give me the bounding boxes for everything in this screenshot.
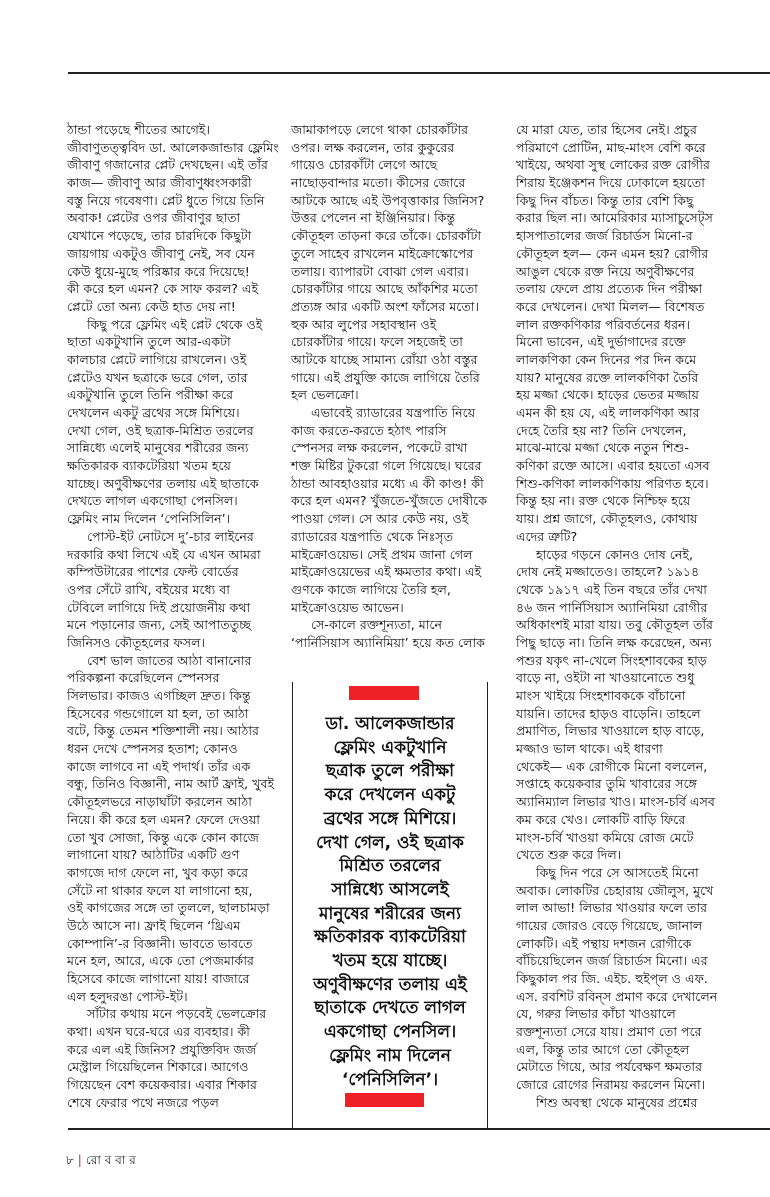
article-text-line: ওই কাগজের সঙ্গে তা তুললে, ছালচামড়া — [67, 900, 270, 916]
article-text-line: হাসপাতালের জর্জ রিচার্ডস মিনো-র — [516, 228, 693, 244]
article-text-line: চোরকাঁটার গায়ে আছে আঁকশির মতো — [291, 281, 478, 297]
article-text-line: সে-কালে রক্তশূন্যতা, মানে — [311, 617, 442, 633]
pull-quote-line: মিশ্রিত তরলের — [339, 856, 441, 877]
article-text-line: ওপর সেঁটে রাখি, বইয়ের মধ্যে বা — [67, 581, 230, 597]
article-text-line: আটকে আছে এই উপবৃত্তাকার জিনিস? — [291, 192, 485, 208]
article-text-line: কাজ— জীবাণু আর জীবাণুধ্বংসকারী — [67, 175, 252, 191]
article-text-line: জামাকাপড়ে লেগে থাকা চোরকাঁটার — [291, 122, 469, 137]
article-text-line: এল হলুদরঙা পোস্ট-ইট। — [67, 988, 188, 1004]
article-text-line: কাগজে দাগ ফেলে না, খুব কড়া করে — [67, 864, 249, 880]
article-text-line: শিশু অবস্থা থেকে মানুষের প্রশ্নের — [536, 1094, 698, 1110]
article-text-line: দেখা গেল, ওই ছত্রাক-মিশ্রিত তরলের — [67, 422, 254, 438]
article-text-line: হিসেবে কাজে লাগানো যায়! বাজারে — [67, 971, 250, 986]
article-text-line: যে মারা যেত, তার হিসেব নেই। প্রচুর — [516, 122, 697, 137]
article-text-line: মনে হল, আরে, একে তো পেজমার্কার — [67, 953, 254, 969]
magazine-name: রো ব বা র — [85, 1153, 136, 1167]
pull-quote-box — [292, 682, 488, 1129]
article-text-line: কণিকা রক্তে আসে। এবার হয়তো এসব — [516, 458, 710, 474]
article-text-line: ফ্লেমিং নাম দিলেন ‘পেনিসিলিন’। — [67, 511, 231, 527]
article-text-line: কৌতূহলভরে নাড়াঘাঁটা করলেন আঠা — [67, 794, 252, 810]
article-text-line: বস্তু নিয়ে গবেষণা। প্লেট ধুতে গিয়ে তিনি — [67, 192, 265, 208]
article-text-line: কথা। এখন ঘরে-ঘরে এর ব্যবহার। কী — [67, 1024, 250, 1040]
article-text-line: করে হল এমন? খুঁজতে-খুঁজতে দোষীকে — [291, 493, 488, 509]
article-text-line: সেঁটে না থাকার ফলে যা লাগানো হয়, — [67, 882, 253, 898]
article-text-line: নিয়ে। কী করে হল এমন? ফেলে দেওয়া — [67, 811, 260, 827]
article-text-line: ক্ষতিকারক ব্যাকটেরিয়া খতম হয়ে — [67, 458, 231, 474]
article-text-line: মনে পড়ানোর জন্য, সেই আপাততুচ্ছ — [67, 617, 252, 633]
article-text-line: কোম্পানি’-র বিজ্ঞানী। ভাবতে ভাবতে — [67, 935, 253, 951]
pull-quote-line: ছত্রাক তুলে পরীক্ষা — [325, 761, 455, 782]
article-text-line: মেস্ট্রাল গিয়েছিলেন শিকারে। আগেও — [67, 1059, 249, 1075]
article-text-line: ছাতা একটুখানি তুলে আর-একটা — [67, 334, 231, 350]
article-column-1 — [67, 121, 279, 1112]
article-text-line: শেষে ফেরার পথে নজরে পড়ল — [67, 1094, 219, 1110]
article-text-line: মাংস-চর্বি খাওয়া কমিয়ে রোজ মেটে — [516, 829, 694, 845]
pull-quote-text — [293, 713, 487, 1092]
article-text-line: লাল রক্তকণিকার পরিবর্তনের ধরন। — [516, 316, 691, 332]
article-text-line: জায়গায় একটুও জীবাণু নেই, সব যেন — [67, 245, 255, 261]
article-text-line: দোষ নেই মজ্জাতেও। তাহলে? ১৯১৪ — [516, 564, 700, 580]
pull-quote-top-bar — [349, 686, 419, 700]
article-column-2 — [291, 121, 503, 652]
article-text-line: মাঝে-মাঝে মজ্জা থেকে নতুন শিশু- — [516, 440, 689, 456]
article-text-line: খেতে শুরু করে দিল। — [516, 847, 622, 863]
article-text-line: বাড়ে না, ওইটা না খাওয়ানোতে শুধু — [516, 670, 695, 686]
article-text-line: ‘পার্নিসিয়াস অ্যানিমিয়া’ হয়ে কত লোক — [291, 634, 485, 650]
article-text-line: অবাক। লোকটির চেহারায় জৌলুস, মুখে — [516, 882, 714, 898]
article-text-line: মাংস খাইয়ে সিংহশাবককে বাঁচানো — [516, 688, 686, 703]
article-text-line: মজ্জাও ভাল থাকে। এই ধারণা — [516, 741, 663, 757]
article-text-line: পিছু ছাড়ে না। তিনি লক্ষ করেছেন, অন্য — [516, 634, 712, 650]
article-text-line: যেখানে পড়েছে, তার চারদিকে কিছুটা — [67, 228, 252, 244]
article-text-line: বটে, কিন্তু তেমন শক্তিশালী নয়। আঠার — [67, 723, 259, 739]
article-text-line: কিছু দিন পরে সে আসতেই মিনো — [536, 864, 699, 880]
article-text-line: সপ্তাহে কয়েকবার তুমি খাবারের সঙ্গে — [516, 776, 697, 792]
article-text-line: গায়েও চোরকাঁটা লেগে আছে — [291, 157, 438, 173]
article-text-line: যায়। প্রশ্ন জাগে, কৌতূহলও, কোথায় — [516, 511, 698, 527]
article-text-line: র‍্যাডারের যন্ত্রপাতি থেকে নিঃসৃত — [291, 528, 454, 544]
article-text-line: প্রমাণিত, লিভার খাওয়ালে হাড় বাড়ে, — [516, 723, 705, 739]
article-text-line: স্পেনসর লক্ষ করলেন, পকেটে রাখা — [291, 440, 468, 456]
article-text-line: লাল আভা! লিভার খাওয়ার ফলে তার — [516, 900, 708, 916]
article-text-line: কাজ করতে-করতে হঠাৎ পারসি — [291, 422, 447, 438]
article-text-line: গুণকে কাজে লাগিয়ে তৈরি হল, — [291, 581, 451, 597]
article-text-line: তো খুব সোজা, কিন্তু একে কোন কাজে — [67, 829, 259, 845]
article-text-line: গায়ে। এই প্রযুক্তি কাজে লাগিয়ে তৈরি — [291, 369, 480, 385]
article-text-line: দেহে তৈরি হয় না? তিনি দেখলেন, — [516, 422, 687, 438]
article-text-line: তুলে সাহেব রাখলেন মাইক্রোস্কোপের — [291, 245, 474, 261]
article-text-line: কৌতূহল হল— কেন এমন হয়? রোগীর — [516, 245, 709, 261]
article-text-line: মাইক্রোওয়েভের এই ক্ষমতার কথা। এই — [291, 564, 482, 580]
article-text-line: দরকারি কথা লিখে এই যে এখন আমরা — [67, 546, 261, 562]
article-text-line: হুক আর লুপের সহাবস্থান ওই — [291, 316, 437, 332]
article-text-line: ওপর। লক্ষ করলেন, তার কুকুরের — [291, 139, 455, 155]
article-text-line: টেবিলে লাগিয়ে দিই প্রয়োজনীয় কথা — [67, 599, 251, 615]
article-text-line: শিশু-কণিকা লালকণিকায় পরিণত হবে। — [516, 475, 709, 491]
top-rule — [68, 72, 770, 74]
article-text-line: উত্তর পেলেন না ইঞ্জিনিয়ার। কিন্তু — [291, 210, 456, 226]
article-text-line: কিছু দিন বাঁচত। কিন্তু তার বেশি কিছু — [516, 192, 694, 208]
article-text-line: করার ছিল না। আমেরিকার ম্যাসাচুসেট্‌স — [516, 210, 713, 226]
pull-quote-line: মানুষের শরীরের জন্য — [318, 903, 461, 924]
article-text-line: দেখলেন একটু ব্রথের সঙ্গে মিশিয়ে। — [67, 405, 240, 420]
article-text-line: করে দেখলেন। দেখা মিলল— বিশেষত — [516, 298, 705, 314]
article-text-line: তলায়। ব্যাপারটা বোঝা গেল এবার। — [291, 263, 469, 279]
article-text-line: কেউ ধুয়ে-মুছে পরিষ্কার করে দিয়েছে! — [67, 263, 250, 279]
page-footer — [66, 1152, 136, 1172]
article-text-line: প্রত্যঙ্গ আর একটি অংশ ফাঁসের মতো। — [291, 298, 479, 314]
article-text-line: খাইয়ে, অথবা সুস্থ লোকের রক্ত রোগীর — [516, 157, 710, 173]
footer-separator: | — [77, 1153, 82, 1167]
article-text-line: কাজে লাগবে না এই পদার্থ। তাঁর এক — [67, 758, 251, 774]
article-text-line: পরিকল্পনা করেছিলেন স্পেনসর — [67, 670, 220, 686]
pull-quote-line: ‘পেনিসিলিন’। — [341, 1069, 439, 1090]
pull-quote-line: করে দেখলেন একটু — [324, 785, 456, 806]
article-text-line: চোরকাঁটার গায়ে। ফলে সহজেই তা — [291, 334, 463, 350]
article-text-line: এল, কিন্তু তার আগে তো কৌতূহল — [516, 1041, 690, 1057]
article-text-line: অবাক! প্লেটের ওপর জীবাণুর ছাতা — [67, 210, 241, 226]
article-text-line: যাচ্ছে। অণুবীক্ষণের তলায় এই ছাতাকে — [67, 475, 259, 491]
article-text-line: মেটাতে গিয়ে, আর পর্যবেক্ষণ ক্ষমতার — [516, 1059, 703, 1075]
article-text-line: ঠান্ডা আবহাওয়ার মধ্যে এ কী কাণ্ড! কী — [291, 475, 484, 491]
article-text-line: এদের ত্রুটি? — [516, 528, 578, 544]
page-number: ৮ — [66, 1153, 74, 1167]
article-text-line: কম্পিউটারের পাশের ফেল্ট বোর্ডের — [67, 564, 239, 580]
pull-quote-line: ছাতাকে দেখতে লাগল — [314, 998, 466, 1019]
article-text-line: কৌতূহল তাড়না করে তাঁকে। চোরকাঁটা — [291, 228, 481, 244]
article-text-line: ধরন দেখে স্পেনসর হতাশ; কোনও — [67, 741, 238, 757]
article-text-line: আঙুল থেকে রক্ত নিয়ে অণুবীক্ষণের — [516, 263, 695, 279]
article-text-line: মাইক্রোওয়েভ। সেই প্রথম জানা গেল — [291, 546, 473, 562]
article-text-line: গিয়েছেন বেশ কয়েকবার। এবার শিকার — [67, 1077, 257, 1093]
article-text-line: জিনিসও কৌতূহলের ফসল। — [67, 634, 205, 650]
article-text-line: বাঁচিয়েছিলেন জর্জ রিচার্ডস মিনো। এর — [516, 953, 708, 969]
pull-quote-line: একগোছা পেনসিল। — [323, 1022, 457, 1043]
article-text-line: নাছোড়বান্দার মতো। কীসের জোরে — [291, 175, 466, 191]
article-text-line: আটকে যাচ্ছে সামান্য রোঁয়া ওঠা বস্তুর — [291, 351, 478, 367]
article-text-line: উঠে আসে না। ফ্রাই ছিলেন ‘থ্রিএম — [67, 917, 241, 933]
pull-quote-line: অণুবীক্ষণের তলায় এই — [313, 974, 467, 995]
article-text-line: এমন কী হয় যে, এই লালকণিকা আর — [516, 405, 700, 420]
article-text-line: হাড়ের গড়নে কোনও দোষ নেই, — [536, 546, 693, 562]
article-text-line: যায়? মানুষের রক্তে লালকণিকা তৈরি — [516, 369, 699, 385]
article-text-line: অধিকাংশই মারা যায়। তবু কৌতূহল তাঁর — [516, 617, 713, 633]
article-text-line: রক্তশূন্যতা সেরে যায়। প্রমাণ তো পরে — [516, 1024, 702, 1040]
article-text-line: পোস্ট-ইট নোটসে দু’-চার লাইনের — [87, 528, 254, 544]
pull-quote-line: ক্ষতিকারক ব্যাকটেরিয়া — [314, 927, 466, 948]
article-text-line: বন্ধু, তিনিও বিজ্ঞানী, নাম আর্ট ফ্রাই, খুবই — [67, 776, 275, 792]
article-text-line: মিনো ভাবেন, এই দুর্ভাগাদের রক্তে — [516, 334, 686, 350]
article-text-line: কম করে খেও। লোকটি বাড়ি ফিরে — [516, 811, 686, 827]
pull-quote-line: ফ্লেমিং একটুখানি — [333, 737, 447, 758]
pull-quote-line: খতম হয়ে যাচ্ছে। — [332, 951, 448, 972]
article-text-line: সাঁটার কথায় মনে পড়বেই ভেলক্রোর — [87, 1006, 267, 1022]
article-text-line: কিন্তু হয় না। রক্ত থেকে নিশ্চিহ্ন হয়ে — [516, 493, 691, 509]
article-text-line: অ্যানিম্যাল লিভার খাও। মাংস-চর্বি এসব — [516, 794, 715, 810]
article-text-line: পরিমাণে প্রোটিন, মাছ-মাংস বেশি করে — [516, 139, 706, 155]
article-text-line: জীবাণু গজানোর প্লেট দেখছেন। এই তাঁর — [67, 157, 268, 173]
article-text-line: পাওয়া গেল। সে আর কেউ নয়, ওই — [291, 511, 469, 527]
pull-quote-line: ফ্লেমিং নাম দিলেন — [329, 1045, 451, 1066]
article-text-line: তলায় ফেলে প্রায় প্রত্যেক দিন পরীক্ষা — [516, 281, 703, 297]
article-text-line: সান্নিধ্যে এলেই মানুষের শরীরের জন্য — [67, 440, 249, 456]
article-text-line: কিছুকাল পর জি. এইচ. হুইপ্‌ল ও এফ. — [516, 971, 708, 986]
pull-quote-line: ব্রথের সঙ্গে মিশিয়ে। — [323, 808, 457, 829]
article-text-line: যে, গরুর লিভার কাঁচা খাওয়ালে — [516, 1006, 676, 1022]
pull-quote-line: সান্নিধ্যে আসলেই — [331, 879, 449, 900]
article-text-line: হয় মজ্জা থেকে। হাড়ের ভেতর মজ্জায় — [516, 387, 699, 403]
pull-quote-line: ডা. আলেকজান্ডার — [325, 714, 455, 734]
pull-quote-bottom-bar — [345, 1093, 424, 1107]
article-text-line: থেকেই— এক রোগীকে মিনো বললেন, — [516, 758, 708, 774]
article-text-line: থেকে ১৯১৭ এই তিন বছরে তাঁর দেখা — [516, 581, 707, 597]
article-text-line: প্লেটে তো অন্য কেউ হাত দেয় না! — [67, 298, 236, 314]
article-text-line: করে এল এই জিনিস? প্রযুক্তিবিদ জর্জ — [67, 1041, 257, 1057]
article-text-line: মাইক্রোওয়েভ আভেন। — [291, 599, 404, 615]
article-text-line: ৪৬ জন পার্নিসিয়াস অ্যানিমিয়া রোগীর — [516, 599, 708, 615]
article-text-line: শিরায় ইঞ্জেকশন দিয়ে ঢোকালে হয়তো — [516, 175, 705, 191]
bottom-rule — [68, 1128, 770, 1130]
article-text-line: প্লেটেও যখন ছত্রাকে ভরে গেল, তার — [67, 369, 248, 385]
article-text-line: শক্ত মিষ্টির টুকরো গলে গিয়েছে। ঘরের — [291, 458, 482, 474]
article-text-line: একটুখানি তুলে তিনি পরীক্ষা করে — [67, 387, 234, 403]
article-text-line: পশুর যকৃৎ না-খেলে সিংহশাবকের হাড় — [516, 652, 707, 668]
article-text-line: জীবাণুতত্ত্ববিদ ডা. আলেকজান্ডার ফ্লেমিং — [67, 139, 279, 155]
article-text-line: সিলভার। কাজও এগচ্ছিল দ্রুত। কিন্তু — [67, 688, 251, 703]
article-text-line: দেখতে লাগল একগোছা পেনসিল। — [67, 493, 238, 509]
article-text-line: বেশ ভাল জাতের আঠা বানানোর — [87, 652, 252, 668]
article-text-line: এভাবেই র‍্যাডারের যন্ত্রপাতি নিয়ে — [311, 405, 476, 420]
article-text-line: হিসেবের গন্ডগোলে যা হল, তা আঠা — [67, 705, 249, 721]
pull-quote-line: দেখা গেল, ওই ছত্রাক — [316, 832, 464, 853]
article-text-line: হল ভেলক্রো। — [291, 387, 359, 403]
article-text-line: কী করে হল এমন? কে সাফ করল? এই — [67, 281, 259, 297]
article-text-line: ঠান্ডা পড়েছে শীতের আগেই। — [67, 122, 210, 137]
article-text-line: গায়ের জোরও বেড়ে গিয়েছে, জানাল — [516, 917, 703, 933]
article-text-line: লোকটি। এই পন্থায় দশজন রোগীকে — [516, 935, 692, 951]
article-text-line: জোরে রোগের নিরাময় করলেন মিনো। — [516, 1077, 706, 1093]
article-text-line: কালচার প্লেটে লাগিয়ে রাখলেন। ওই — [67, 351, 247, 367]
article-text-line: যায়নি। তাদের হাড়ও বাড়েনি। তাহলে — [516, 705, 701, 721]
article-column-3 — [516, 121, 748, 1112]
article-text-line: এস. রবশিট রবিন্‌স প্রমাণ করে দেখালেন — [516, 988, 718, 1004]
article-text-line: লালকণিকা কেন দিনের পর দিন কমে — [516, 351, 697, 367]
article-text-line: কিছু পরে ফ্লেমিং এই প্লেট থেকে ওই — [87, 316, 263, 332]
article-text-line: লাগানো যায়? আঠাটির একটি গুণ — [67, 847, 240, 863]
